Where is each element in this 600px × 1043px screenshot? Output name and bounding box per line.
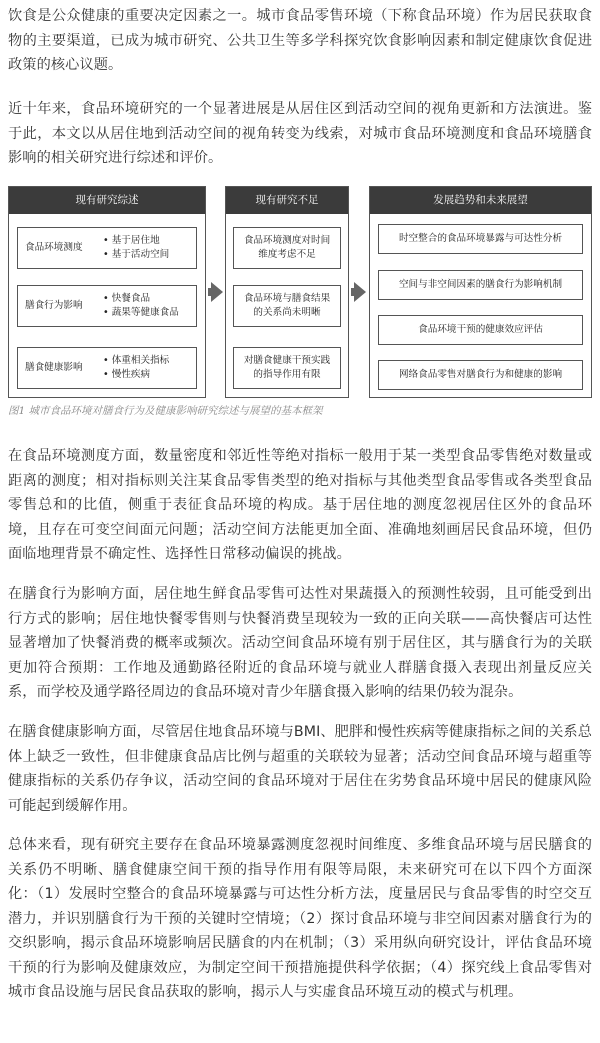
col-shortcomings-title: 现有研究不足: [226, 187, 348, 214]
shortcoming-box: 食品环境与膳食结果的关系尚未明晰: [233, 285, 341, 327]
review-label: 食品环境测度: [25, 242, 83, 253]
col-shortcomings: [225, 186, 349, 398]
review-point: • 蔬果等健康食品: [103, 306, 179, 320]
col-existing-review: [8, 186, 206, 398]
col-future-trends-title: 发展趋势和未来展望: [370, 187, 591, 214]
review-point: • 慢性疾病: [103, 368, 169, 382]
behavior-paragraph: 在膳食行为影响方面，居住地生鲜食品零售可达性对果蔬摄入的预测性较弱，且可能受到出行方式的影响；居住地快餐零售则与快餐消费呈现较为一致的正向关联——高快餐店可达性显著增加了快餐消费的概率或频次。活动空间食品环境有别于居住区，其与膳食行为的关联更加符合预期：工作地及通勤路径附近的食品环境与就业人群膳食摄入表现出剂量反应关系，而学校及通学路径周边的食品环境对青少年膳食摄入影响的结果仍较为混杂。: [8, 586, 592, 700]
shortcoming-box: 对膳食健康干预实践的指导作用有限: [233, 347, 341, 389]
review-point: • 基于居住地: [103, 234, 169, 248]
review-point: • 基于活动空间: [103, 248, 169, 262]
framework-figure: [8, 186, 592, 398]
review-label: 膳食行为影响: [25, 300, 83, 311]
review-box-behavior: [17, 285, 197, 327]
summary-paragraph: 总体来看，现有研究主要存在食品环境暴露测度忽视时间维度、多维食品环境与居民膳食的关系仍不明晰、膳食健康空间干预的指导作用有限等局限，未来研究可在以下四个方面深化：（1）发展时空整合的食品环境暴露与可达性分析方法，度量居民与食品零售的时空交互潜力，并识别膳食行为干预的关键时空情境；（2）探讨食品环境与非空间因素对膳食行为的交织影响，揭示食品环境影响居民膳食的内在机制；（3）采用纵向研究设计，评估食品环境干预的行为影响及健康效应，为制定空间干预措施提供科学依据；（4）探究线上食品零售对城市食品设施与居民食品获取的影响，揭示人与实虚食品环境互动的模式与机理。: [8, 837, 592, 1000]
figure-caption: 图1 城市食品环境对膳食行为及健康影响研究综述与展望的基本框架: [8, 405, 323, 417]
shortcoming-box: 食品环境测度对时间维度考虑不足: [233, 227, 341, 269]
right-arrow-icon: [354, 282, 366, 302]
intro-paragraph: 饮食是公众健康的重要决定因素之一。城市食品零售环境（下称食品环境）作为居民获取食物的主要渠道，已成为城市研究、公共卫生等多学科探究饮食影响因素和制定健康饮食促进政策的核心议题。: [8, 8, 592, 73]
health-paragraph: 在膳食健康影响方面，尽管居住地食品环境与BMI、肥胖和慢性疾病等健康指标之间的关系总体上缺乏一致性，但非健康食品店比例与超重的关联较为显著；活动空间食品环境与超重等健康指标的关系仍存争议，活动空间的食品环境对于居住在劣势食品环境中居民的健康风险可能起到缓解作用。: [8, 724, 592, 814]
review-label: 膳食健康影响: [25, 362, 83, 373]
review-point: • 快餐食品: [103, 292, 179, 306]
right-arrow-icon: [211, 282, 223, 302]
measurement-paragraph: 在食品环境测度方面，数量密度和邻近性等绝对指标一般用于某一类型食品零售绝对数量或距离的测度；相对指标则关注某食品零售类型的绝对指标与其他类型食品零售或各类型食品零售总和的比值，侧重于表征食品环境的构成。基于居住地的测度忽视居住区外的食品环境，且存在可变空间面元问题；活动空间方法能更加全面、准确地刻画居民食品环境，但仍面临地理背景不确定性、选择性日常移动偏误的挑战。: [8, 448, 592, 562]
col-existing-review-title: 现有研究综述: [9, 187, 205, 214]
trend-box: 网络食品零售对膳食行为和健康的影响: [378, 360, 583, 390]
trend-box: 空间与非空间因素的膳食行为影响机制: [378, 270, 583, 300]
trend-box: 食品环境干预的健康效应评估: [378, 315, 583, 345]
progress-paragraph: 近十年来，食品环境研究的一个显著进展是从居住区到活动空间的视角更新和方法演进。鉴于此，本文以从居住地到活动空间的视角转变为线索，对城市食品环境测度和食品环境膳食影响的相关研究进行综述和评价。: [8, 101, 592, 166]
review-box-measurement: [17, 227, 197, 269]
col-future-trends: [369, 186, 592, 398]
trend-box: 时空整合的食品环境暴露与可达性分析: [378, 224, 583, 254]
review-box-health: [17, 347, 197, 389]
review-point: • 体重相关指标: [103, 354, 169, 368]
